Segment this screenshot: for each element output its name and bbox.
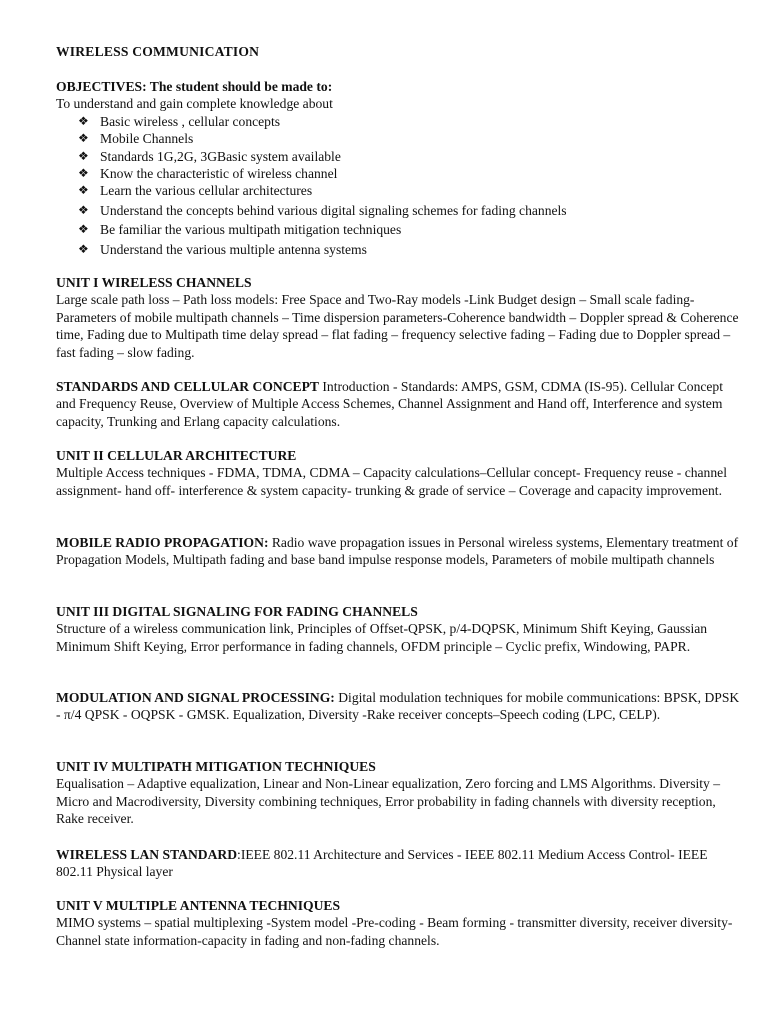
list-item: ❖ Be familiar the various multipath mitigation techniques	[78, 222, 402, 238]
unit-4-body: Equalisation – Adaptive equalization, Linear and Non-Linear equalization, Zero forcing and LMS Algorithms. Diversity – Micro and Macrodiversity, Diversity combining techniques, Error probability in fading channels with diversity reception, Rake receiver.	[56, 776, 721, 827]
wlan-heading: WIRELESS LAN STANDARD	[56, 847, 238, 862]
unit-2-body: Multiple Access techniques - FDMA, TDMA, CDMA – Capacity calculations–Cellular concept- Frequency reuse - channel assignment- hand off- interference & system capacity- trunking & grade of service – Coverage and capacity improvement.	[56, 465, 727, 498]
propagation-section	[56, 534, 746, 569]
unit-5-heading: UNIT V MULTIPLE ANTENNA TECHNIQUES	[56, 898, 341, 913]
diamond-bullet-icon: ❖	[78, 166, 89, 181]
modulation-section	[56, 689, 746, 724]
list-item: ❖ Mobile Channels	[78, 131, 194, 147]
diamond-bullet-icon: ❖	[78, 113, 89, 128]
standards-body: Introduction - Standards: AMPS, GSM, CDMA (IS-95). Cellular Concept and Frequency Reuse, Overview of Multiple Access Schemes, Channel Assignment and Hand off, Interference and system capacity, Trunking and Erlang capacity calculations.	[56, 379, 724, 429]
standards-heading: STANDARDS AND CELLULAR CONCEPT	[56, 379, 319, 394]
list-item: ❖ Know the characteristic of wireless channel	[78, 166, 338, 182]
standards-section	[56, 378, 746, 430]
diamond-bullet-icon: ❖	[78, 131, 89, 146]
unit-4-section	[56, 758, 746, 828]
list-item: ❖ Basic wireless , cellular concepts	[78, 113, 281, 129]
modulation-body: Digital modulation techniques for mobile communications: BPSK, DPSK - π/4 QPSK - OQPSK - GMSK. Equalization, Diversity -Rake receiver concepts–Speech coding (LPC, CELP).	[56, 690, 740, 723]
unit-1-body: Large scale path loss – Path loss models: Free Space and Two-Ray models -Link Budget design – Small scale fading- Parameters of mobile multipath channels – Time dispersion parameters-Coherence bandwidth – Doppler spread & Coherence time, Fading due to Multipath time delay spread – flat fading – frequency selective fading – Fading due to Doppler spread – fast fading – slow fading.	[56, 292, 739, 360]
list-item: ❖ Standards 1G,2G, 3GBasic system available	[78, 148, 341, 164]
propagation-heading: MOBILE RADIO PROPAGATION:	[56, 535, 269, 550]
unit-5-body: MIMO systems – spatial multiplexing -System model -Pre-coding - Beam forming - transmitter diversity, receiver diversity- Channel state information-capacity in fading and non-fading channels.	[56, 915, 733, 948]
unit-3-body: Structure of a wireless communication link, Principles of Offset-QPSK, p/4-DQPSK, Minimum Shift Keying, Gaussian Minimum Shift Keying, Error performance in fading channels, OFDM principle – Cyclic prefix, Windowing, PAPR.	[56, 621, 708, 654]
list-item: ❖ Learn the various cellular architectures	[78, 183, 313, 199]
objectives-intro: To understand and gain complete knowledge about	[56, 96, 333, 112]
unit-1-section	[56, 274, 746, 361]
wlan-body: :IEEE 802.11 Architecture and Services - IEEE 802.11 Medium Access Control- IEEE 802.11 Physical layer	[56, 847, 708, 880]
modulation-heading: MODULATION AND SIGNAL PROCESSING:	[56, 690, 335, 705]
unit-1-heading: UNIT I WIRELESS CHANNELS	[56, 275, 252, 290]
unit-4-heading: UNIT IV MULTIPATH MITIGATION TECHNIQUES	[56, 759, 376, 774]
objectives-section	[56, 78, 746, 258]
objectives-list	[56, 113, 746, 258]
document-title: WIRELESS COMMUNICATION	[56, 44, 260, 59]
diamond-bullet-icon: ❖	[78, 241, 89, 256]
diamond-bullet-icon: ❖	[78, 148, 89, 163]
unit-2-section	[56, 447, 746, 499]
unit-5-section	[56, 897, 746, 949]
diamond-bullet-icon: ❖	[78, 202, 89, 217]
unit-2-heading: UNIT II CELLULAR ARCHITECTURE	[56, 448, 297, 463]
wlan-section	[56, 846, 746, 881]
unit-3-section	[56, 603, 746, 655]
propagation-body: Radio wave propagation issues in Personal wireless systems, Elementary treatment of Propagation Models, Multipath fading and base band impulse response models, Parameters of mobile multipath channels	[56, 535, 739, 568]
diamond-bullet-icon: ❖	[78, 222, 89, 237]
diamond-bullet-icon: ❖	[78, 183, 89, 198]
objectives-heading: OBJECTIVES: The student should be made to:	[56, 79, 333, 94]
unit-3-heading: UNIT III DIGITAL SIGNALING FOR FADING CHANNELS	[56, 604, 418, 619]
list-item: ❖ Understand the concepts behind various digital signaling schemes for fading channels	[78, 202, 567, 218]
list-item: ❖ Understand the various multiple antenna systems	[78, 241, 367, 257]
